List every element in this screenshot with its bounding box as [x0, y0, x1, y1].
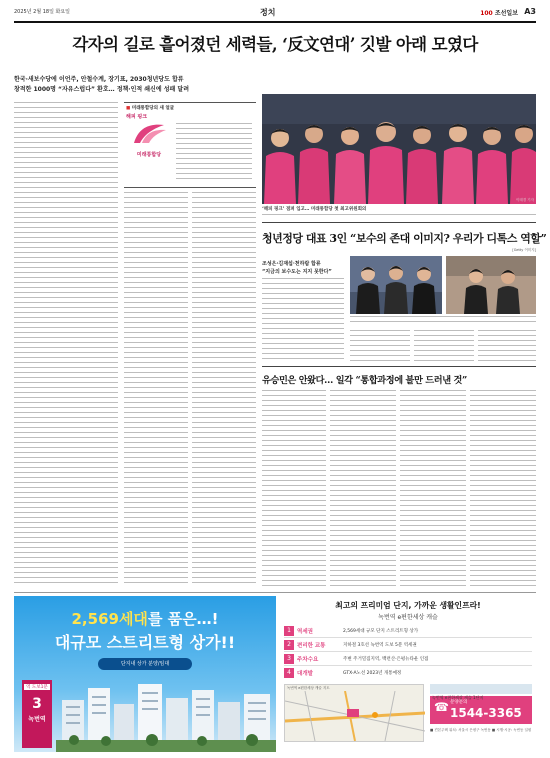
- main-photo-caption-title: ‘해피 핑크’ 점퍼 입고… 미래통합당 첫 최고위원회의: [262, 207, 367, 212]
- ad-map: [284, 684, 424, 742]
- header-section: 정치: [260, 8, 276, 17]
- ad-feature-desc: GTX-A노선 2023년 개통예정: [343, 671, 402, 676]
- party-logo-icon: [128, 121, 170, 147]
- header-logo: [480, 8, 518, 17]
- feature-photo-caption: [350, 316, 536, 326]
- ad-feature-list: [284, 624, 532, 680]
- feature-photo-2-scene: [446, 256, 536, 314]
- continued-rule: [262, 366, 536, 367]
- ad-footer: ■ 견본주택 위치: 서울시 은평구 녹번동 ■ 시행·시공: 녹번동 일원: [430, 728, 532, 732]
- ad-feature-title: 역세권: [297, 628, 313, 635]
- ad-phone-label: 분양문의: [450, 700, 468, 705]
- party-logo: [128, 121, 170, 157]
- header-paper-name: 조선일보: [494, 10, 518, 17]
- sidebar-box: [124, 102, 256, 188]
- header-date: 2025년 2월 18일 화요일: [14, 9, 71, 15]
- ad-building-render: [56, 674, 276, 752]
- ad-phone-number: 1544-3365: [450, 706, 522, 720]
- main-subhead-1: 한국·새보수당에 이언주, 안철수계, 장기표, 2030청년당도 합류: [14, 76, 184, 83]
- ad-headline-highlight: 2,569세대: [71, 610, 148, 628]
- feature-credit: [Getty 이미지]: [512, 248, 536, 252]
- ad-right-panel: [280, 596, 536, 752]
- ad-left-panel: [14, 596, 276, 752]
- header-page-number: A3: [524, 7, 536, 16]
- ad-feature-desc: 지하철 3호선 녹번역 도보 5분 역세권: [343, 642, 417, 648]
- ad-phone-box[interactable]: [430, 696, 532, 724]
- main-article-body-col3: [192, 192, 256, 586]
- main-headline: 각자의 길로 흩어졌던 세력들, ‘反文연대’ 깃발 아래 모였다: [72, 35, 478, 54]
- feature-subhead-2: “지금의 보수도는 지지 못한다”: [262, 269, 332, 275]
- ad-feature-number: 4: [284, 668, 294, 678]
- page-header: [14, 6, 536, 20]
- ad-headline-1: [14, 608, 276, 629]
- continued-body-col1: [262, 390, 326, 586]
- main-photo-caption-text: [262, 214, 536, 219]
- ad-cta-button[interactable]: 단지내 상가 분양/임대: [98, 658, 192, 670]
- feature-rule: [262, 222, 536, 223]
- ad-divider: [14, 592, 536, 593]
- ad-station-name: 녹번역: [28, 716, 46, 723]
- ad-right-subtitle: 녹번역 e편한세상 캐슬: [378, 614, 438, 621]
- main-article-body-col1: [14, 102, 118, 586]
- main-photo-scene: [262, 94, 536, 204]
- ad-feature-item: [284, 666, 532, 680]
- ad-feature-number: 3: [284, 654, 294, 664]
- feature-photo: [350, 256, 442, 314]
- continued-body-col2: [330, 390, 396, 586]
- ad-station-number: 3: [32, 696, 42, 712]
- sidebar-box-marker-icon: ■: [126, 106, 131, 111]
- ad-feature-item: [284, 624, 532, 638]
- ad-feature-title: 편리한 교통: [297, 642, 326, 649]
- ad-right-title: 최고의 프리미엄 단지, 가까운 생활인프라!: [335, 601, 481, 610]
- ad-feature-desc: 2,569세대 규모 단지 스트리트형 상가: [343, 628, 419, 634]
- ad-feature-number: 2: [284, 640, 294, 650]
- ad-feature-number: 1: [284, 626, 294, 636]
- feature-photo-scene: [350, 256, 442, 314]
- ad-feature-title: 주차수요: [297, 656, 319, 663]
- ad-headline-rest: 를 품은…!: [147, 610, 219, 628]
- ad-inset-photo: [430, 684, 532, 700]
- ad-map-title: 녹번역 e편한세상 캐슬 지도: [287, 686, 330, 690]
- ad-headline-2: 대규모 스트리트형 상가!!: [54, 633, 236, 652]
- continued-body-col4: [470, 390, 536, 586]
- feature-body-col1: [262, 278, 344, 362]
- ad-feature-item: [284, 652, 532, 666]
- main-article-body-col2: [124, 192, 188, 586]
- sidebar-box-title-text: 미래통합당의 새 얼굴: [131, 106, 175, 111]
- ad-feature-desc: 주변 주거밀집지역, 백련산·은평뉴타운 인접: [343, 656, 429, 662]
- feature-body-col2: [350, 330, 410, 362]
- ad-map-graphic: [285, 691, 425, 741]
- sidebar-box-text: [176, 123, 252, 183]
- ad-inset-text: 녹번역 e편한세상 캐슬 1단지: [432, 695, 484, 700]
- party-logo-text: 미래통합당: [136, 152, 162, 158]
- header-logo-number: 100: [480, 10, 493, 17]
- main-subhead-2: 창적한 1000명 “자유스럽다” 환호… 정책·인적 쇄신에 성패 달려: [14, 86, 190, 93]
- sidebar-box-title: [126, 105, 174, 111]
- main-photo: [262, 94, 536, 204]
- ad-station-badge: [22, 680, 52, 748]
- sidebar-box-heading: 해피 핑크: [126, 114, 148, 120]
- feature-subhead-1: 조성은·김재섭·천하람 합류: [262, 261, 321, 267]
- continued-body-col3: [400, 390, 466, 586]
- ad-station-small: 역 도보1분: [24, 684, 50, 690]
- continued-headline: 유승민은 안왔다… 일각 “통합과정에 불만 드러낸 것”: [262, 375, 467, 386]
- feature-body-col4: [478, 330, 536, 362]
- feature-photo-2: [446, 256, 536, 314]
- photo-credit: 이태경 기자: [515, 198, 534, 202]
- feature-body-col3: [414, 330, 474, 362]
- ad-phone-icon: ☎: [434, 700, 449, 714]
- ad-feature-title: 대개발: [297, 671, 313, 677]
- feature-headline: 청년정당 대표 3인 “보수의 존대 이미지? 우리가 디톡스 역할”: [262, 232, 547, 245]
- main-photo-caption: [262, 206, 536, 218]
- ad-feature-item: [284, 638, 532, 652]
- header-rule: [14, 21, 536, 23]
